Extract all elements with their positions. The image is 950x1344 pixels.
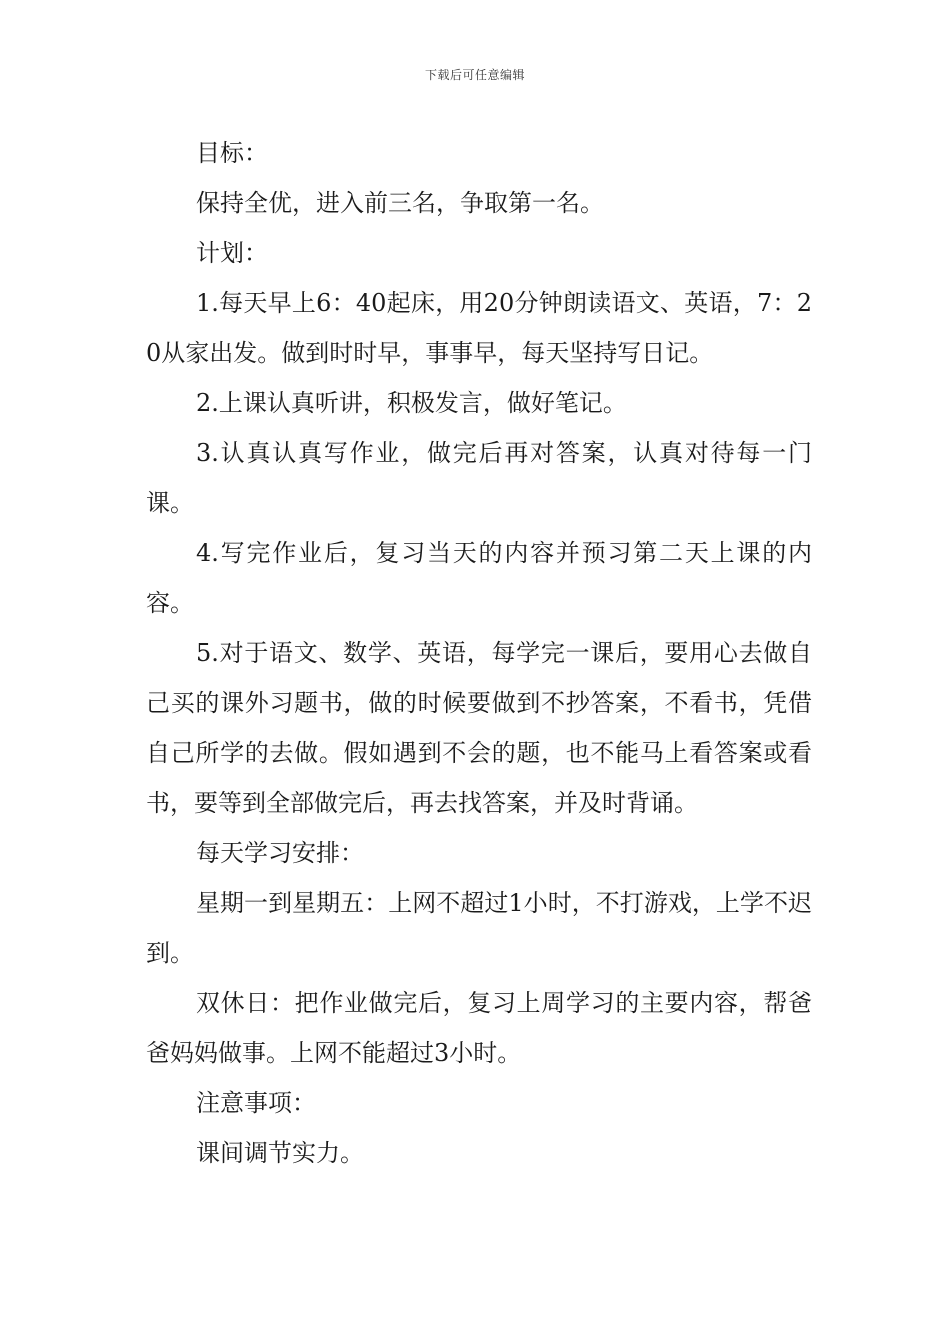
plan-item-4: 4.写完作业后，复习当天的内容并预习第二天上课的内容。 xyxy=(146,539,812,617)
page-header-note: 下载后可任意编辑 xyxy=(424,68,525,82)
heading-plan: 计划： xyxy=(196,239,268,267)
heading-goal: 目标： xyxy=(196,139,268,167)
heading-notes: 注意事项： xyxy=(196,1089,316,1117)
schedule-weekend: 双休日：把作业做完后，复习上周学习的主要内容，帮爸爸妈妈做事。上网不能超过3小时。 xyxy=(146,989,812,1067)
plan-item-5: 5.对于语文、数学、英语，每学完一课后，要用心去做自己买的课外习题书，做的时候要做到不抄答案，不看书，凭借自己所学的去做。假如遇到不会的题，也不能马上看答案或看书，要等到全部做完后，再去找答案，并及时背诵。 xyxy=(146,639,812,817)
schedule-weekdays: 星期一到星期五：上网不超过1小时，不打游戏，上学不迟到。 xyxy=(146,889,812,967)
goal-text: 保持全优，进入前三名，争取第一名。 xyxy=(196,189,604,217)
plan-item-3: 3.认真认真写作业，做完后再对答案，认真对待每一门课。 xyxy=(146,439,812,517)
plan-item-1: 1.每天早上6：40起床，用20分钟朗读语文、英语，7：20从家出发。做到时时早，事事早，每天坚持写日记。 xyxy=(146,289,812,367)
document-body xyxy=(146,128,812,1178)
plan-item-2: 2.上课认真听讲，积极发言，做好笔记。 xyxy=(196,389,627,417)
notes-text: 课间调节实力。 xyxy=(196,1139,364,1167)
heading-daily-schedule: 每天学习安排： xyxy=(196,839,364,867)
